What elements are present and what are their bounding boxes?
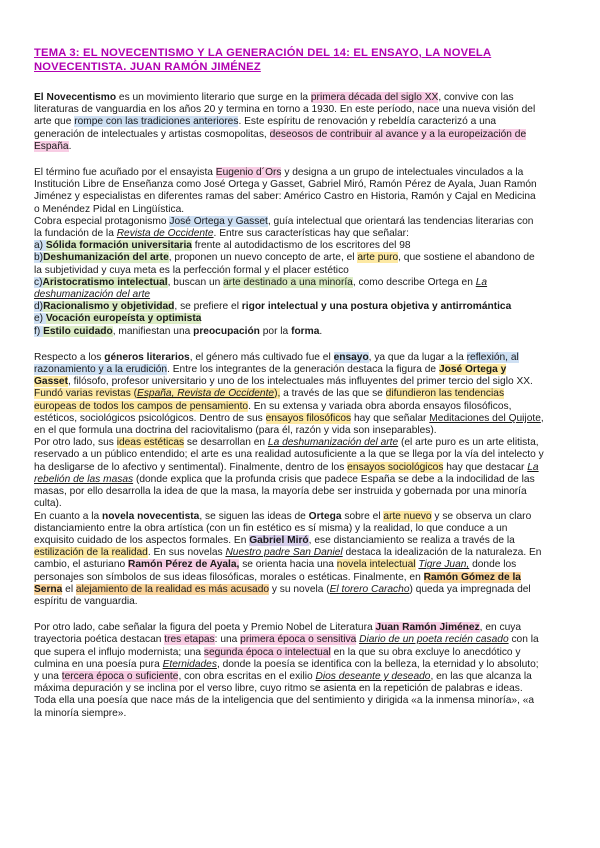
- highlight: Vocación europeísta y optimista: [45, 313, 202, 325]
- highlight: arte destinado a una minoría: [223, 276, 353, 288]
- paragraph-novela: En cuanto a la novela novecentista, se siguen las ideas de Ortega sobre el arte nuevo y se observa un claro distanciamiento entre la obra artística (con un fin estético es sí misma) y la realidad, lo que conduce a un exquisito cuidado de los aspectos formales. En Gabriel Miró, ese distanciamiento se realiza a través de la estilización de la realidad. En sus novelas Nuestro padre San Daniel destaca la idealización de la naturaleza. En cambio, el asturiano Ramón Pérez de Ayala, se orienta hacia una novela intelectual Tigre Juan, donde los personajes son símbolos de sus ideas filosóficas, morales o estéticas. Finalmente, en Ramón Gómez de la Serna el alejamiento de la realidad es más acusado y su novela (El torero Caracho) queda ya impregnada del espíritu de vanguardia.: [34, 510, 542, 607]
- work-title: Tigre Juan,: [418, 559, 470, 571]
- highlight: Racionalismo y objetividad: [43, 301, 175, 313]
- highlight: novela intelectual: [336, 559, 416, 571]
- list-item-f: f) Estilo cuidado, manifiestan una preocupación por la forma.: [34, 325, 323, 337]
- highlight: alejamiento de la realidad es más acusado: [75, 583, 270, 595]
- list-item-b: b)Deshumanización del arte, proponen un nuevo concepto de arte, el arte puro, que sostiene el abandono de la subjetividad y cuya meta es la perfección formal y el placer estético: [34, 252, 535, 276]
- highlight: ideas estéticas: [116, 437, 185, 449]
- highlight: Juan Ramón Jiménez: [375, 622, 480, 634]
- highlight: rompe con las tradiciones anteriores: [74, 116, 239, 128]
- document-title: TEMA 3: EL NOVECENTISMO Y LA GENERACIÓN DEL 14: EL ENSAYO, LA NOVELA NOVECENTISTA. JUAN RAMÓN JIMÉNEZ: [34, 47, 492, 73]
- highlight: ensayos sociológicos: [347, 461, 444, 473]
- term-novecentismo: El Novecentismo: [34, 92, 117, 103]
- highlight: ensayo: [333, 351, 369, 363]
- highlight: Gabriel Miró: [249, 534, 309, 546]
- work-title: Revista de Occidente: [116, 228, 214, 240]
- paragraph-ideas-esteticas: Por otro lado, sus ideas estéticas se desarrollan en La deshumanización del arte (el arte puro es un arte elitista, reservado a un público entendido; el arte es una realidad autosuficiente a la que se llega por la vía del intelecto y ha desligarse de lo afectivo y sentimental). Finalmente, dentro de los ensayos sociológicos hay que destacar La rebelión de las masas (donde explica que la profunda crisis que padece España se debe a la indocilidad de las masas, por ello desarrolla la idea de que la masa, la mayoría debe ser instruida y gobernada por una minoría culta).: [34, 437, 544, 510]
- highlight: estilización de la realidad: [34, 547, 148, 559]
- highlight: Estilo cuidado: [43, 325, 113, 337]
- paragraph-juan-ramon: Por otro lado, cabe señalar la figura del poeta y Premio Nobel de Literatura Juan Ramón Jiménez, en cuya trayectoria poética destacan tres etapas: una primera época o sensitiva Diario de un poeta recién casado con la que supera el influjo modernista; una segunda época o intelectual en la que su obra excluye lo anecdótico y culmina en una poesía pura Eternidades, donde la poesía se identifica con la belleza, la eternidad y lo absoluto; y una tercera época o suficiente, con obra escritas en el exilio Dios deseante y deseado, en las que alcanza la máxima depuración y se inclina por el verso libre, cuyo ritmo se asienta en la repetición de palabras e ideas. Toda ella una poesía que nace más de la inteligencia que del sentimiento y dirigida «a la inmensa minoría», «a la minoría siempre».: [34, 622, 539, 719]
- highlight: ensayos filosóficos: [265, 412, 352, 424]
- work-title: La rebelión de las masas: [34, 461, 539, 485]
- highlight: Ramón Gómez de la Serna: [34, 571, 521, 595]
- highlight: Aristocratismo intelectual: [42, 276, 168, 288]
- highlight: Sólida formación universitaria: [45, 240, 192, 252]
- paragraph-ortega: Cobra especial protagonismo José Ortega y Gasset, guía intelectual que orientará las tendencias literarias con la fundación de la Revista de Occidente. Entre sus características hay que señalar:: [34, 215, 534, 240]
- highlight: reflexión, al razonamiento y a la erudición: [34, 351, 519, 376]
- highlight: deseosos de contribuir al avance y a la europeización de España: [34, 128, 527, 152]
- highlight: tres etapas: [164, 634, 215, 646]
- paragraph-novecentismo: El Novecentismo es un movimiento literario que surge en la primera década del siglo XX, convive con las literaturas de vanguardia en los años 20 y termina en torno a 1930. En este período, nace una nueva visión del arte que rompe con las tradiciones anteriores. Este espíritu de renovación y rebeldía caracterizó a una generación de intelectuales y artistas cosmopolitas, deseosos de contribuir al avance y a la europeización de España.: [34, 92, 536, 152]
- work-title: Diario de un poeta recién casado: [359, 634, 509, 646]
- work-title: La deshumanización del arte: [34, 276, 488, 301]
- work-title: España, Revista de Occidente: [137, 388, 275, 400]
- highlight: Fundó varias revistas (: [34, 388, 138, 400]
- highlight: tercera época o suficiente: [61, 670, 179, 682]
- highlight: primera década del siglo XX: [310, 92, 439, 103]
- list-item-a: a) Sólida formación universitaria frente al autodidactismo de los escritores del 98: [34, 240, 411, 252]
- highlight: Deshumanización del arte: [43, 252, 169, 264]
- paragraph-generos: Respecto a los géneros literarios, el género más cultivado fue el ensayo, ya que da lugar a la reflexión, al razonamiento y a la erudición. Entre los integrantes de la generación destaca la figura de José Ortega y Gasset, filósofo, profesor universitario y uno de los intelectuales más influyentes del primer tercio del siglo XX. Fundó varias revistas (España, Revista de Occidente), a través de las que se difundieron las tendencias europeas de todos los campos de pensamiento. En su extensa y variada obra aborda ensayos filosóficos, estéticos, sociológicos psicológicos. Dentro de sus ensayos filosóficos hay que señalar Meditaciones del Quijote, en el que formula una doctrina del raciovitalismo (para él, razón y vida son inseparables).: [34, 351, 544, 437]
- highlight: arte puro: [357, 252, 399, 264]
- highlight: José Ortega y Gasset: [34, 364, 507, 388]
- work-title: La deshumanización del arte: [267, 437, 399, 449]
- work-title: Meditaciones del Quijote: [429, 412, 541, 424]
- highlight: primera época o sensitiva: [240, 634, 357, 646]
- highlight: Ramón Pérez de Ayala,: [128, 559, 240, 571]
- highlight: Eugenio d´Ors: [215, 167, 282, 179]
- work-title: El torero Caracho: [329, 583, 410, 595]
- work-title: Dios deseante y deseado: [315, 670, 431, 682]
- highlight: José Ortega y Gasset: [169, 215, 268, 227]
- list-item-c: c)Aristocratismo intelectual, buscan un arte destinado a una minoría, como describe Ortega en La deshumanización del arte: [34, 276, 488, 301]
- list-item-e: e) Vocación europeísta y optimista: [34, 313, 202, 325]
- highlight: arte nuevo: [383, 510, 432, 522]
- work-title: Eternidades: [162, 658, 217, 670]
- highlight: difundieron las tendencias europeas de todos los campos de pensamiento: [34, 388, 505, 412]
- work-title: Nuestro padre San Daniel: [225, 547, 343, 559]
- paragraph-termino: El término fue acuñado por el ensayista Eugenio d´Ors y designa a un grupo de intelectuales vinculados a la Institución Libre de Enseñanza como José Ortega y Gasset, Gabriel Miró, Ramón Pérez de Ayala, Juan Ramón Jiménez y especialistas en diferentes ramas del saber: Américo Castro en Historia, Ramón y Cajal en Medicina o Menéndez Pidal en Lingüística.: [34, 167, 537, 215]
- highlight: segunda época o intelectual: [203, 646, 331, 658]
- list-item-d: d)Racionalismo y objetividad, se prefiere el rigor intelectual y una postura objetiva y antirromántica: [34, 301, 512, 313]
